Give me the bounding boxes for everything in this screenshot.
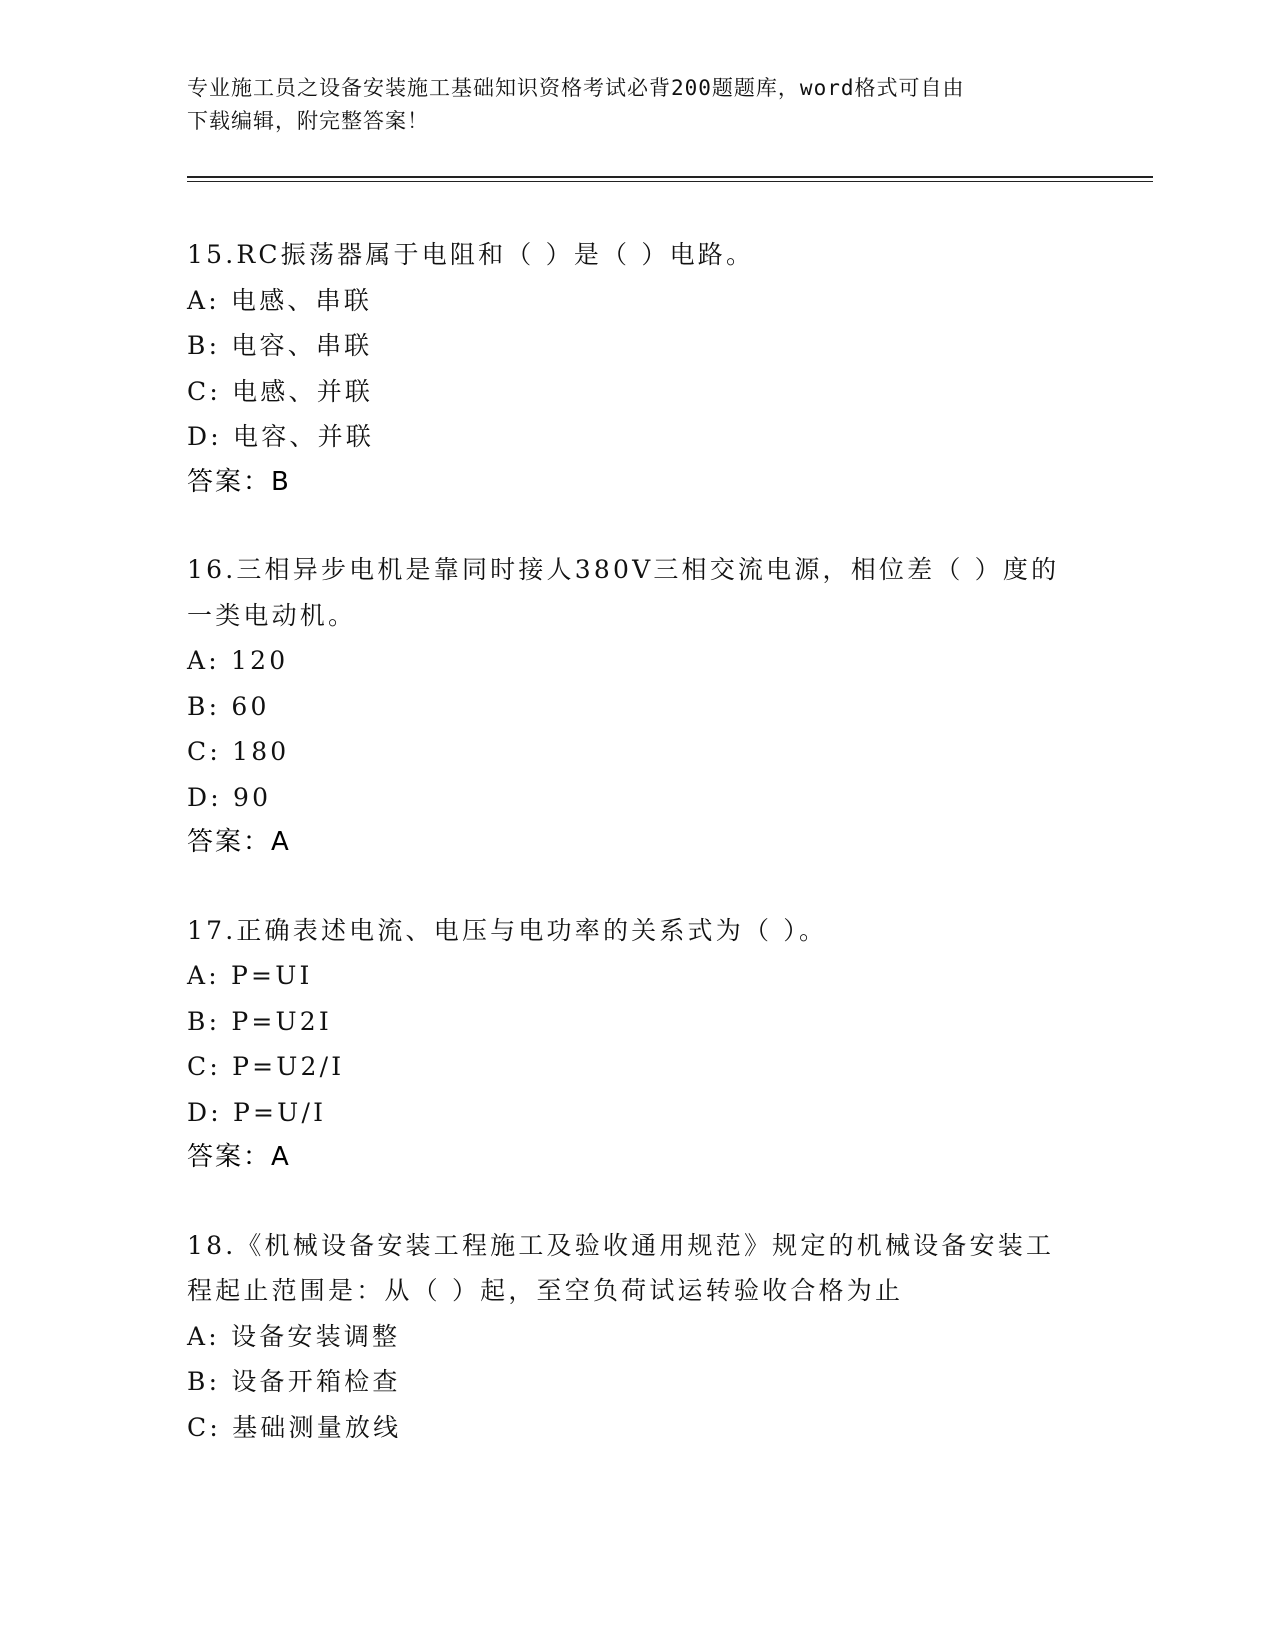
option-d: D: 90 [187,782,272,812]
option-c: C: 基础测量放线 [187,1412,402,1442]
option-d: D: P=U/I [187,1097,327,1127]
answer-line: 答案：B [187,466,291,497]
question-stem: 17.正确表述电流、电压与电功率的关系式为（ ）。 [187,915,828,945]
question-18 [187,1223,1067,1451]
header-divider-thick [187,176,1153,178]
question-16 [187,547,1067,866]
option-a: A: 电感、串联 [187,285,373,315]
option-c: C: P=U2/I [187,1052,345,1081]
question-stem-continued: 程起止范围是：从（ ）起，至空负荷试运转验收合格为止 [187,1276,904,1305]
option-b: B: 60 [187,691,270,721]
option-b: B: P=U2I [187,1006,332,1036]
document-header [187,72,1067,138]
question-17 [187,908,1067,1181]
header-line-2: 下载编辑，附完整答案！ [187,109,429,133]
question-stem: 15.RC振荡器属于电阻和（ ）是（ ）电路。 [187,240,755,269]
option-a: A: 120 [187,646,289,675]
option-b: B: 设备开箱检查 [187,1367,401,1396]
question-15 [187,232,1067,505]
option-a: A: P=UI [187,961,313,990]
header-line-1: 专业施工员之设备安装施工基础知识资格考试必背200题题库，word格式可自由 [187,76,965,100]
option-c: C: 180 [187,737,290,766]
question-stem: 16.三相异步电机是靠同时接人380V三相交流电源，相位差（ ）度的 [187,555,1060,584]
answer-line: 答案：A [187,827,291,857]
question-stem: 18.《机械设备安装工程施工及验收通用规范》规定的机械设备安装工 [187,1230,1055,1260]
header-divider-thin [187,181,1153,182]
question-list [187,232,1067,1492]
option-d: D: 电容、并联 [187,422,375,451]
option-c: C: 电感、并联 [187,376,374,406]
question-stem-continued: 一类电动机。 [187,600,357,630]
option-b: B: 电容、串联 [187,331,373,360]
answer-line: 答案：A [187,1142,291,1172]
option-a: A: 设备安装调整 [187,1321,401,1351]
